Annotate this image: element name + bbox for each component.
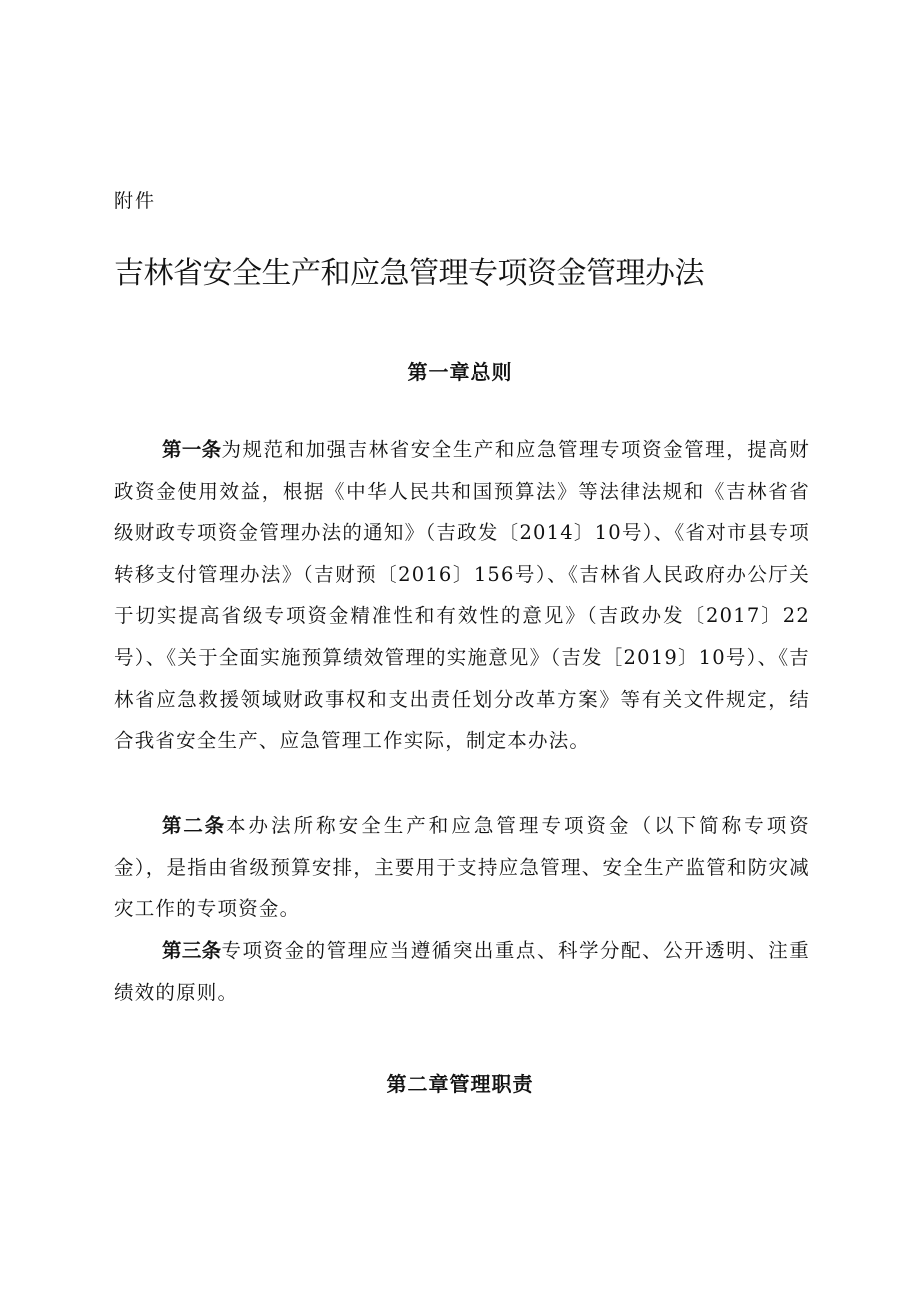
article-1 (114, 429, 810, 762)
chapter-heading-2: 第二章管理职责 (386, 1072, 534, 1096)
article-2-text: 本办法所称安全生产和应急管理专项资金（以下简称专项资金），是指由省级预算安排，主要用于支持应急管理、安全生产监管和防灾减灾工作的专项资金。 (114, 814, 810, 921)
article-3-label: 第三条 (162, 939, 222, 962)
annex-label: 附件 (114, 190, 157, 212)
article-1-text: 为规范和加强吉林省安全生产和应急管理专项资金管理，提高财政资金使用效益，根据《中华人民共和国预算法》等法律法规和《吉林省省级财政专项资金管理办法的通知》（吉政发〔2014〕10号）、《省对市县专项转移支付管理办法》（吉财预〔2016〕156号）、《吉林省人民政府办公厅关于切实提高省级专项资金精准性和有效性的意见》（吉政办发〔2017〕22号）、《关于全面实施预算绩效管理的实施意见》（吉发［2019〕10号）、《吉林省应急救援领域财政事权和支出责任划分改革方案》等有关文件规定，结合我省安全生产、应急管理工作实际，制定本办法。 (114, 438, 810, 753)
article-1-label: 第一条 (162, 438, 222, 461)
article-2-label: 第二条 (162, 814, 226, 837)
chapter-heading-1: 第一章总则 (407, 360, 513, 384)
article-2 (114, 805, 810, 930)
document-title: 吉林省安全生产和应急管理专项资金管理办法 (114, 256, 704, 291)
article-3-text: 专项资金的管理应当遵循突出重点、科学分配、公开透明、注重绩效的原则。 (114, 939, 810, 1004)
article-3 (114, 930, 810, 1013)
